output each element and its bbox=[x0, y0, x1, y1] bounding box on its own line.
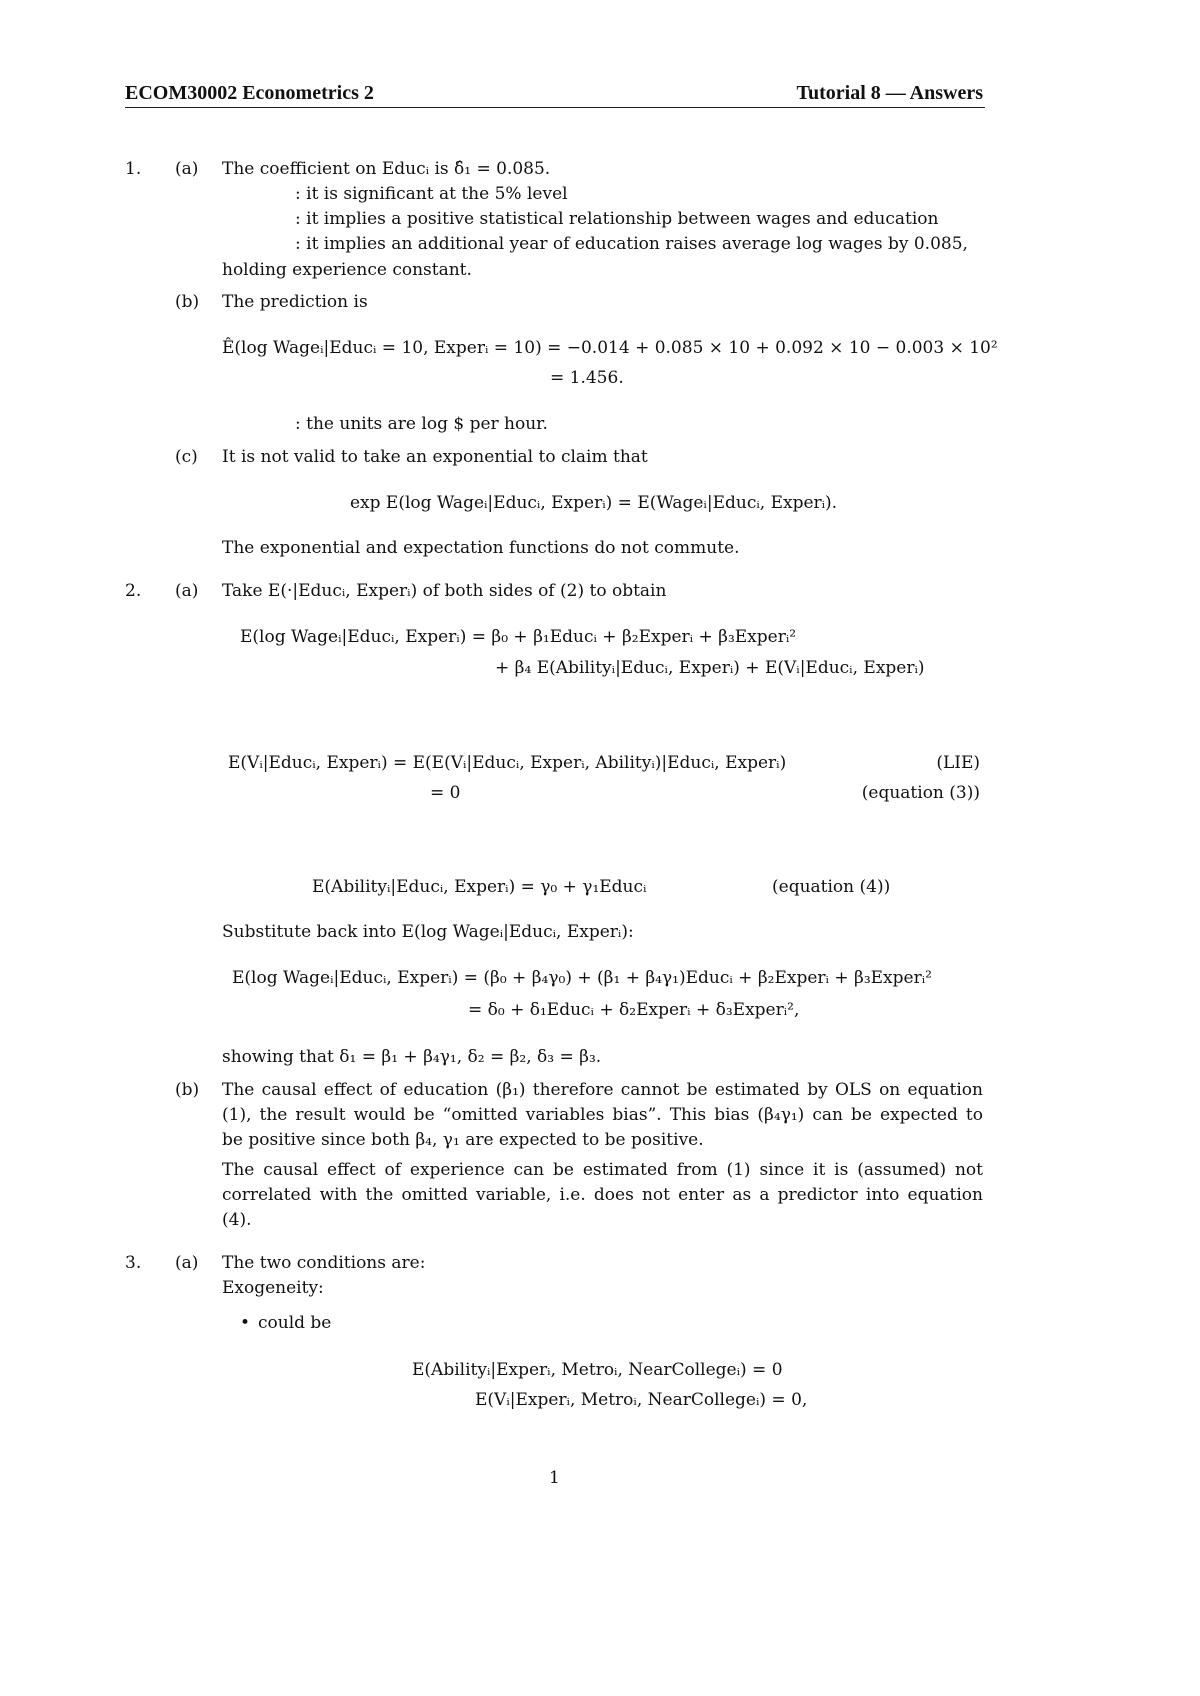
equation-tag: (LIE) bbox=[936, 753, 980, 773]
q3a-subheading: Exogeneity: bbox=[222, 1278, 324, 1298]
course-title: ECOM30002 Econometrics 2 bbox=[125, 82, 374, 104]
q2b-line: correlated with the omitted variable, i.e. does not enter as a predictor into equation bbox=[222, 1185, 983, 1205]
q3a-label: (a) bbox=[175, 1253, 199, 1273]
q3a-text: The two conditions are: bbox=[222, 1253, 426, 1273]
q2b-line: The causal effect of experience can be estimated from (1) since it is (assumed) not bbox=[222, 1160, 983, 1180]
tutorial-title: Tutorial 8 — Answers bbox=[796, 82, 983, 104]
q1c-label: (c) bbox=[175, 447, 198, 467]
q1a-label: (a) bbox=[175, 159, 199, 179]
q1b-units: : the units are log $ per hour. bbox=[295, 414, 548, 434]
q2a-equation: E(log Wageᵢ|Educᵢ, Experᵢ) = β₀ + β₁Educᵢ + β₂Experᵢ + β₃Experᵢ² bbox=[240, 627, 797, 647]
q2b-label: (b) bbox=[175, 1080, 200, 1100]
q2a-text: Take E(·|Educᵢ, Experᵢ) of both sides of (2) to obtain bbox=[222, 581, 667, 601]
q3a-equation: E(Vᵢ|Experᵢ, Metroᵢ, NearCollegeᵢ) = 0, bbox=[475, 1390, 808, 1410]
bullet-icon: • bbox=[240, 1313, 251, 1333]
q3a-equation: E(Abilityᵢ|Experᵢ, Metroᵢ, NearCollegeᵢ) = 0 bbox=[412, 1360, 783, 1380]
q3-number: 3. bbox=[125, 1253, 142, 1273]
q1-number: 1. bbox=[125, 159, 142, 179]
q1c-note: The exponential and expectation functions do not commute. bbox=[222, 538, 740, 558]
equation-tag: (equation (3)) bbox=[861, 783, 980, 803]
q2a-substitute: Substitute back into E(log Wageᵢ|Educᵢ, Experᵢ): bbox=[222, 922, 634, 942]
equation-tag: (equation (4)) bbox=[772, 877, 891, 897]
q1b-label: (b) bbox=[175, 292, 200, 312]
q1a-text: The coefficient on Educᵢ is δ̂₁ = 0.085. bbox=[222, 159, 551, 179]
q1b-equation-result: = 1.456. bbox=[550, 368, 624, 388]
q2a-equation: E(Abilityᵢ|Educᵢ, Experᵢ) = γ₀ + γ₁Educᵢ bbox=[312, 877, 647, 897]
q1c-equation: exp E(log Wageᵢ|Educᵢ, Experᵢ) = E(Wageᵢ|Educᵢ, Experᵢ). bbox=[350, 493, 838, 513]
q1c-text: It is not valid to take an exponential to claim that bbox=[222, 447, 648, 467]
q2b-line: (4). bbox=[222, 1210, 252, 1230]
q2a-showing: showing that δ₁ = β₁ + β₄γ₁, δ₂ = β₂, δ₃ = β₃. bbox=[222, 1047, 602, 1067]
q2a-label: (a) bbox=[175, 581, 199, 601]
q2a-equation: E(log Wageᵢ|Educᵢ, Experᵢ) = (β₀ + β₄γ₀) + (β₁ + β₄γ₁)Educᵢ + β₂Experᵢ + β₃Experᵢ² bbox=[232, 968, 932, 988]
q2b-line: (1), the result would be “omitted variables bias”. This bias (β₄γ₁) can be expected to bbox=[222, 1105, 983, 1125]
q2a-equation: + β₄ E(Abilityᵢ|Educᵢ, Experᵢ) + E(Vᵢ|Educᵢ, Experᵢ) bbox=[495, 658, 925, 678]
q2b-line: The causal effect of education (β₁) therefore cannot be estimated by OLS on equation bbox=[222, 1080, 983, 1100]
q1a-point: : it implies a positive statistical relationship between wages and education bbox=[295, 209, 939, 229]
q1b-text: The prediction is bbox=[222, 292, 368, 312]
q2a-equation: = δ₀ + δ₁Educᵢ + δ₂Experᵢ + δ₃Experᵢ², bbox=[468, 1000, 800, 1020]
q3a-bullet-text: could be bbox=[258, 1313, 332, 1333]
q2-number: 2. bbox=[125, 581, 142, 601]
q1a-point: : it is significant at the 5% level bbox=[295, 184, 568, 204]
q2b-line: be positive since both β₄, γ₁ are expected to be positive. bbox=[222, 1130, 704, 1150]
q1a-cont: holding experience constant. bbox=[222, 260, 472, 280]
header-rule bbox=[125, 107, 985, 108]
q1b-equation: Ê(log Wageᵢ|Educᵢ = 10, Experᵢ = 10) = −0.014 + 0.085 × 10 + 0.092 × 10 − 0.003 × 10² bbox=[222, 338, 998, 358]
page-number: 1 bbox=[549, 1468, 560, 1488]
q1a-point: : it implies an additional year of education raises average log wages by 0.085, bbox=[295, 234, 968, 254]
q2a-equation: E(Vᵢ|Educᵢ, Experᵢ) = E(E(Vᵢ|Educᵢ, Experᵢ, Abilityᵢ)|Educᵢ, Experᵢ) bbox=[228, 753, 787, 773]
q2a-equation: = 0 bbox=[430, 783, 461, 803]
